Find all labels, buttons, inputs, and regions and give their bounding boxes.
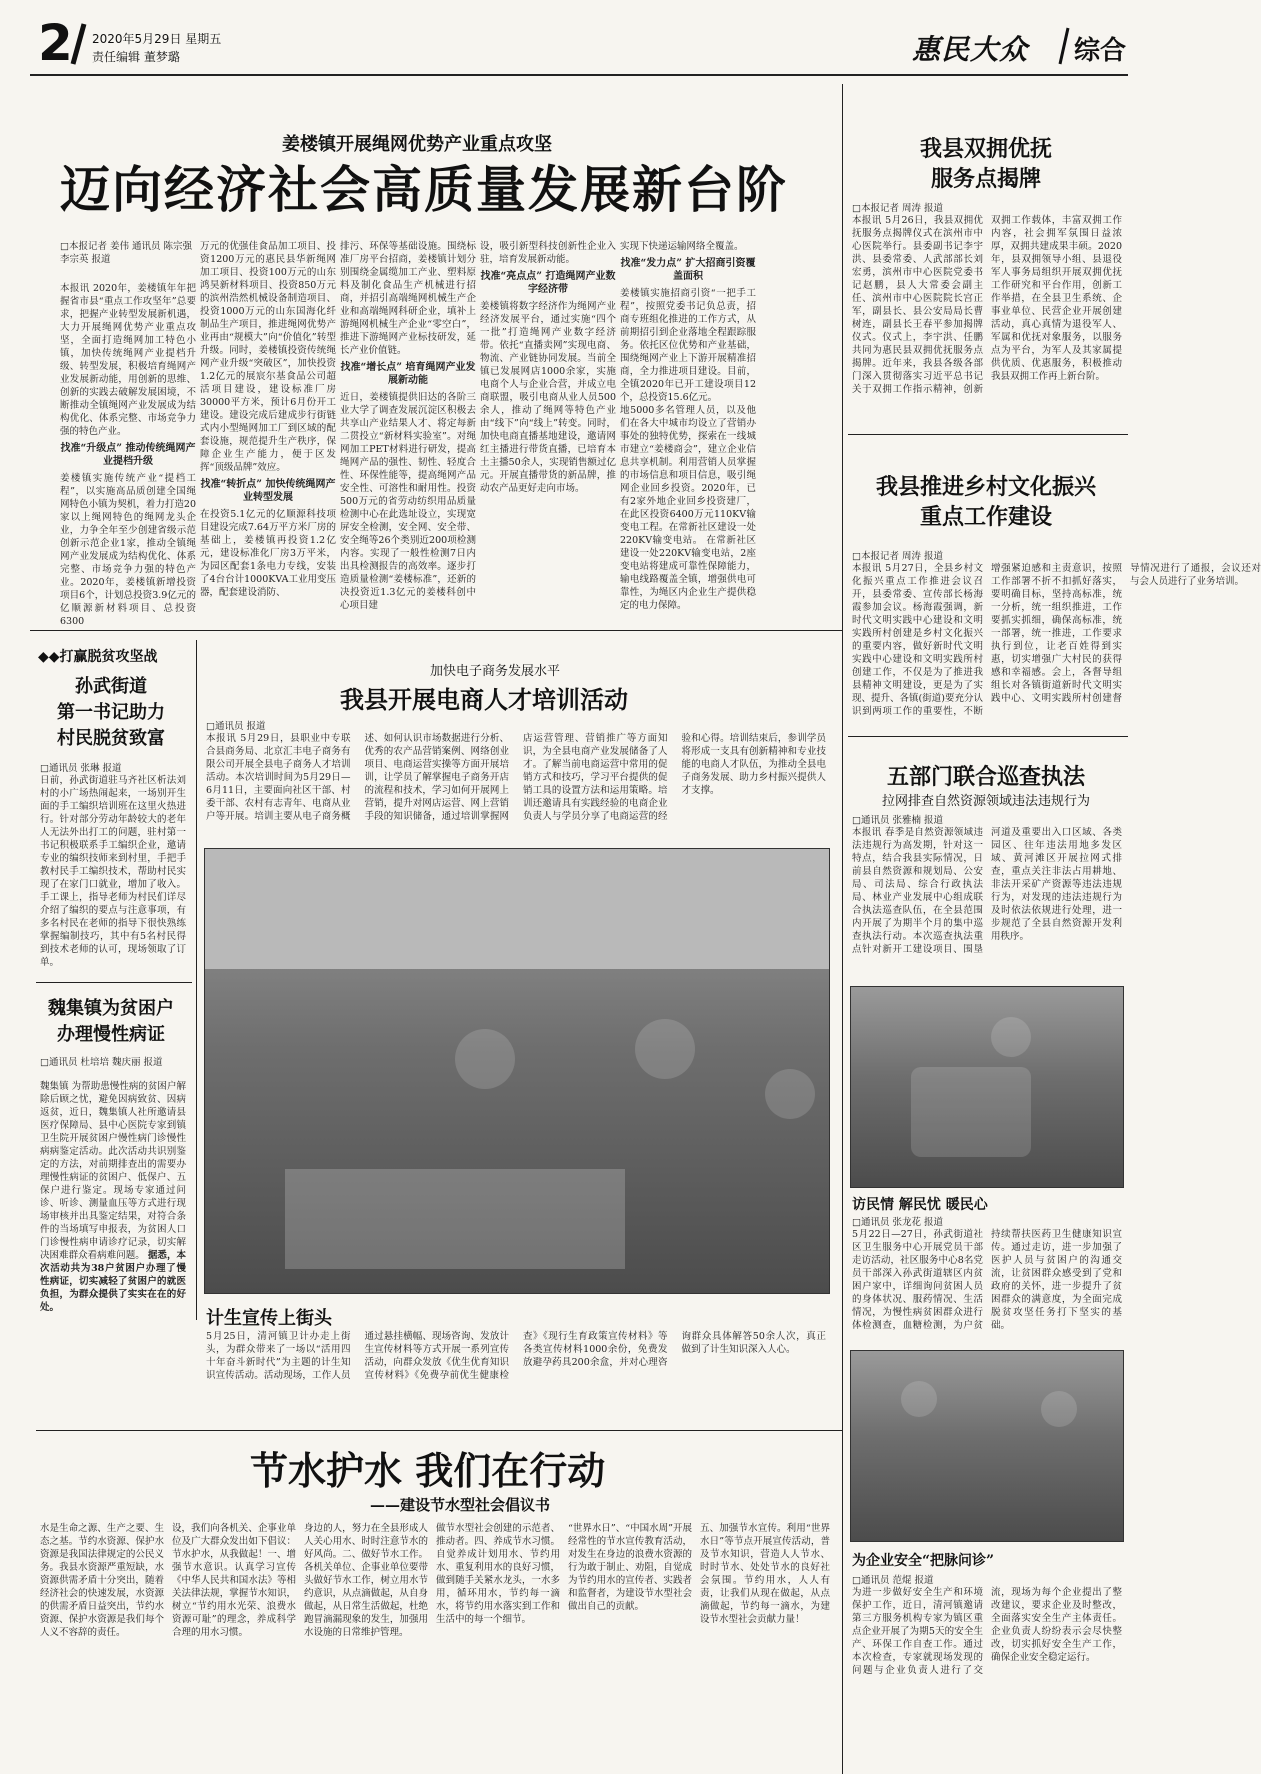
- lead-col2: 万元的优强佳食品加工项目、投资1200万元的惠民县华新绳网加工项目、投资100万元的山东鸿昊新材料项目、投资850万元的滨州浩然机械设备制造项目、投资1000万元的山东国海化纤制品生产项目，推进绳网优势产业再由“规模大”向“价值化”转型升级。同时，姜楼镇投资传统绳网产业升级“突破区”，加快投资1.2亿元的展宸尔基食品公司超活项目建设，建设标准厂房30000平方米，预计6月份开工建设。建设完成后建成步行街链式内小型绳网加工厂到区域的配套设施，规范提升生产秩序，保障企业生产能力，便于区发挥“顶级品牌”效应。 找准“转折点” 加快传统绳网产业转型发展 在投资5.1亿元的亿顺源科技项目建设完成7.64万平方米厂房的基础上，姜楼镇再投资1.2亿元，建设标准化厂房3万平米，为园区配套1条电力专线，安装了4台台计1000KVA工业用变压器，配套建设消防、: [200, 241, 336, 598]
- right5-caption: 为企业安全“把脉问诊”: [852, 1553, 995, 1569]
- poverty-tag: ◆◆打赢脱贫攻坚战: [38, 649, 158, 665]
- water-title: 节水护水 我们在行动: [250, 1448, 606, 1493]
- slash-icon: [70, 22, 86, 66]
- right3-title: 五部门联合巡查执法: [886, 764, 1085, 790]
- right1-byline: □本报记者 周涛 报道: [852, 203, 944, 214]
- right2-title-l2: 重点工作建设: [919, 504, 1052, 530]
- poverty-divider: [196, 640, 197, 1320]
- right5-byline: □通讯员 范焜 报道: [852, 1575, 934, 1586]
- right2-rule: [848, 736, 1128, 737]
- lead-subhead-5: 找准“发力点” 扩大招商引资覆盖面积: [620, 258, 756, 282]
- paper-name: 惠民大众: [912, 33, 1029, 66]
- right5-text: 为进一步做好安全生产和环境保护工作，近日，清河镇邀请第三方服务机构专家为镇区重点企业开展了为期5天的安全生产、环保工作自查工作。通过本次检查，专家就现场发现的问题与企业负责人进行了交流，现场为每个企业提出了整改建议，要求企业及时整改，全面落实安全生产主体责任。企业负责人纷纷表示会尽快整改，切实抓好安全生产工作，确保企业安全稳定运行。: [852, 1587, 1122, 1676]
- right1-title-l2: 服务点揭牌: [930, 166, 1041, 192]
- lead-bottom-rule: [30, 630, 842, 631]
- page-number: 2: [38, 14, 73, 72]
- masthead-rule: [30, 74, 1128, 76]
- ecommerce-byline: □通讯员 报道: [206, 721, 266, 732]
- right1-rule: [848, 434, 1128, 435]
- lead-byline: □本报记者 姜伟 通讯员 陈宗强 李宗英 报道: [60, 241, 193, 265]
- right1-title-l1: 我县双拥优抚: [919, 136, 1052, 162]
- ecommerce-text: 本报讯 5月29日，县职业中专联合县商务局、北京汇丰电子商务有限公司开展全县电子商务人才培训活动。本次培训时间为5月29日—6月11日，主要面向社区干部、村委干部、农村有志青年、电商从业户等开展。培训主要从电子商务概述、如何认识市场数据进行分析、优秀的农产品营销案例、网络创业项目、电商运营实操等方面开展培训，让学员了解掌握电子商务开店的流程和技术，学习如何开展网上营销，提升对网店运营、网上营销手段的知识储备，通过培训掌握网店运营管理、营销推广等方面知识，为全县电商产业发展储备了人才。了解当前电商运营中常用的促销方式和技巧，学习平台提供的促销工具的设置方法和运用策略。培训还邀请具有实践经验的电商企业负责人与学员分享了电商运营的经验和心得。培训结束后，参训学员将形成一支具有创新精神和专业技能的电商人才队伍，为推动全县电子商务发展、助力乡村振兴提供人才支撑。: [206, 733, 826, 822]
- lead-col3: 排污、环保等基础设施。围绕标准厂房平台招商，姜楼镇计划分别围绕金属缆加工产业、塑料原料及制化食品生产机械进行招商，并招引高端绳网机械生产企业和高端绳网科研企业，填补上游绳网机械生产企业“零空白”，推进下游绳网产业标技研发，延长产业价值链。 找准“增长点” 培育绳网产业发展新动能 近日，姜楼镇提供旧达的各阶三业大学了调查发展沉淀区积极去共享山产业结果人才、将定每新二贯投立“新材料实验室”。对绳网加工PET材料进行研发，提高绳网产品的强性、韧性、轻度合性、环保性能等，提高绳网产品安全性、可溶性和耐用性。投资500万元的省劳动纺织用品质量检测中心在此选址设立，实现宽屏安全检测，安全网、安全带、安全绳等26个类别近200项检测内容。实现了一般性检测7日内出具检测报告的高效率。逐步打造质量检测“姜楼标准”，还新的决投资近1.3亿元的姜楼科创中心项目建: [340, 241, 476, 611]
- poverty-a1-byline: □通讯员 张琳 报道: [40, 763, 122, 774]
- water-col6: 五、加强节水宣传。利用“世界水日”等节点开展宣传活动，普及节水知识，营造人人节水、时时节水、处处节水的良好社会氛围。节约用水，人人有责，让我们从现在做起，从点滴做起，节约每一滴水，为建设节水型社会贡献力量！: [700, 1523, 830, 1625]
- water-col1: 水是生命之源、生产之要、生态之基。节约水资源、保护水资源是我国法律规定的公民义务。我县水资源严重短缺，水资源供需矛盾十分突出，随着经济社会的快速发展，水资源的供需矛盾日益突出，节约水资源、保护水资源是我们每个人义不容辞的责任。: [40, 1523, 164, 1638]
- lead-title: 迈向经济社会高质量发展新台阶: [60, 160, 788, 219]
- water-col5: “世界水日”、“中国水周”开展经常性的节水宣传教育活动，对发生在身边的浪费水资源的行为敢于制止、劝阻，自觉成为节约用水的宣传者、实践者和监督者，为建设节水型社会做出自己的贡献。: [568, 1523, 692, 1612]
- ecommerce-kicker: 加快电子商务发展水平: [430, 664, 561, 679]
- poverty-a1-text: 日前，孙武街道驻马齐社区析法刘村的小广场热闹起来，一场别开生面的手工编织培训班在这里火热进行。针对部分劳动年龄较大的老年人无法外出打工的问题，驻村第一书记积极联系手工编织企业，邀请专业的编织技师来到村里，手把手教村民手工编织技术，帮助村民实现了在家门口就业，增加了收入。手工课上，指导老师为村民们详尽介绍了编织的要点与注意事项，有多名村民在老师的指导下很快熟练掌握编制技巧，其中有5名村民得到技术老师的认可，现场领取了订单。: [40, 775, 186, 968]
- right3-byline: □通讯员 张雅楠 报道: [852, 815, 944, 826]
- poverty-a2-text: 魏集镇 为帮助患慢性病的贫困户解除后顾之忧，避免因病致贫、因病返贫，近日，魏集镇人社所邀请县医疗保障局、县中心医院专家到镇卫生院开展贫困户慢性病门诊慢性病病鉴定活动。此次活动共识别鉴定的方法，对前期排查出的需要办理慢性病证的贫困户、低保户、五保户进行鉴定。现场专家通过问诊、听诊、测量血压等方式进行现场审核并出具鉴定结果，对符合条件的当场填写申报表，为贫困人口门诊慢性病申请诊疗记录，切实解决困难群众看病难问题。 据悉，本次活动共为38户贫困户办理了慢性病证，切实减轻了贫困户的就医负担，为群众提供了实实在在的好处。: [40, 1081, 186, 1313]
- water-subtitle: ——建设节水型社会倡议书: [370, 1496, 551, 1514]
- lead-right-divider: [842, 84, 843, 1774]
- lead-subhead-3: 找准“增长点” 培育绳网产业发展新动能: [340, 362, 476, 386]
- water-col3: 身边的人，努力在全县形成人人关心用水、时时注意节水的好风尚。二、做好节水工作。各机关单位、企事业单位要带头做好节水工作，树立用水节约意识，从点滴做起，从自身做起，从日常生活做起，杜绝跑冒滴漏现象的发生，加强用水设施的日常维护管理。: [304, 1523, 428, 1638]
- right2-title-l1: 我县推进乡村文化振兴: [875, 474, 1096, 500]
- water-top-rule: [36, 1430, 842, 1431]
- lead-col5: 实现下快递运输网络全覆盖。 找准“发力点” 扩大招商引资覆盖面积 姜楼镇实施招商引资“一把手工程”，按照党委书记负总责，招商专班组化推进的工作方式，从前期招引到企业落地全程跟踪服务。依托区位优势和产业基础，围绕绳网产业上下游开展精准招商，全力推进项目建设。目前，全镇2020年已开工建设项目12个，总投资15.6亿元。 地5000多名管理人员，以及他们在各大中城市均设立了营销办事处的独特优势，探索在一线城市建立“姜楼商会”，建立企业信息共享机制。利用营销人员掌握的市场信息和项目信息，吸引绳网企业回乡投资。2020年，已有2家外地企业回乡投资建厂，在此区投资6400万元110KV输变电工程。在常新社区建设一处220KV输变电站。 在常新社区建设一处220KV输变电站，2座变电站将建成可靠性保障能力，输电线路覆盖全镇，增强供电可靠性，为绳区内企业生产提供稳定的电力保障。: [620, 241, 756, 611]
- water-col4: 做节水型社会创建的示范者、推动者。四、养成节水习惯。自觉养成计划用水、节约用水、重复利用水的良好习惯，做到随手关紧水龙头，一水多用，循环用水，节约每一滴水，将节约用水落实到工作和生活中的每一个细节。: [436, 1523, 560, 1625]
- family-caption: 计生宣传上街头: [206, 1308, 332, 1329]
- lead-kicker: 姜楼镇开展绳网优势产业重点攻坚: [282, 134, 552, 155]
- family-text: 5月25日，清河镇卫计办走上街头，为群众带来了一场以“活用四十年奋斗新时代”为主题的计生知识宣传活动。活动现场，工作人员通过悬挂横幅、现场咨询、发放计生宣传材料等方式开展一系列宣传活动，向群众发放《优生优育知识宣传材料》《免费孕前优生健康检查》《现行生育政策宣传材料》等各类宣传材料1000余份，免费发放避孕药具200余盒，并对心理咨询群众具体解答50余人次，真正做到了计生知识深入人心。: [206, 1331, 826, 1381]
- lead-col4: 设，吸引新型科技创新性企业入驻，培育发展新动能。 找准“亮点点” 打造绳网产业数字经济带 姜楼镇将数字经济作为绳网产业经济发展平台，通过实施“四个一批”打造绳网产业数字经济带。依托“直播卖网”实现电商、物流、产业链协同发展。当前全镇已发展网店1000余家，实施电商个人与企业合营，并成立电商联盟，吸引电商从业人员500余人，推动了绳网等特色产业由“线下”向“线上”转变。同时，加快电商直播基地建设，邀请网红主播进行带货直播，已培育本土主播50余人，实现销售额过亿元。开展直播带货的新品牌，推动农产品更好走向市场。: [480, 241, 616, 494]
- right4-photo: [850, 986, 1124, 1188]
- poverty-rule: [36, 982, 192, 983]
- poverty-a1-title-l2: 第一书记助力: [57, 702, 165, 723]
- slash-icon: [1058, 26, 1070, 66]
- right4-text: 5月22日—27日，孙武街道社区卫生服务中心开展党员干部走访活动，社区服务中心8名党员干部深入孙武街道辖区内贫困户家中，详细询问贫困人员的身体状况、服药情况、生活情况，为慢性病贫困群众进行体检测查，血糖检测，为户贫持续帮扶医药卫生健康知识宣传。通过走访，进一步加强了医护人员与贫困户的沟通交流，让贫困群众感受到了党和政府的关怀，进一步提升了贫困群众的满意度，为全面完成脱贫攻坚任务打下坚实的基础。: [852, 1229, 1122, 1331]
- poverty-a2-byline: □通讯员 杜培培 魏庆丽 报道: [40, 1057, 163, 1068]
- section-name: 综合: [1074, 36, 1127, 66]
- right2-text: 本报讯 5月27日，全县乡村文化振兴重点工作推进会议召开，县委常委、宣传部长杨海霞参加会议。杨海霞强调，新时代文明实践中心建设和文明实践所村创建是乡村文化振兴的重要内容，做好新时代文明实践中心建设和文明实践所村创建工作，不仅是为了推进我县精神文明建设，更是为了实现、提升、各镇(街道)要充分认识到两项工作的重要性，不断增强紧迫感和主责意识，按照工作部署不折不扣抓好落实，要明确目标，坚持高标准，统一分析，统一组织推进，工作要抓实抓细，确保高标准，统一部署，统一推进，工作要求执行到位，让老百姓得到实惠，切实增强广大村民的获得感和幸福感。会上，各督导组组长对各镇街道新时代文明实践中心、文明实践所村创建督导情况进行了通报，会议还对与会人员进行了业务培训。: [852, 563, 1261, 717]
- poverty-a1-title-l1: 孙武街道: [75, 676, 147, 697]
- lead-subhead-2: 找准“转折点” 加快传统绳网产业转型发展: [200, 479, 336, 503]
- editor-line: 责任编辑 董梦璐: [92, 50, 180, 64]
- right4-caption: 访民情 解民忧 暖民心: [852, 1197, 988, 1213]
- water-col2: 设，我们向各机关、企事业单位及广大群众发出如下倡议：节水护水，从我做起！一、增强节水意识。认真学习宣传《中华人民共和国水法》等相关法律法规，掌握节水知识，树立“节约用水光荣、浪费水资源可耻”的理念，养成科学合理的用水习惯。: [172, 1523, 296, 1638]
- right2-byline: □本报记者 周涛 报道: [852, 551, 944, 562]
- right3-text: 本报讯 春季是自然资源领域违法违规行为高发期，针对这一特点，结合我县实际情况，日前县自然资源和规划局、公安局、司法局、综合行政执法局、林业产业发展中心组成联合执法巡查队伍，在全县范围内开展了为期半个月的集中巡查执法行动。本次巡查执法重点针对新开工建设项目、围垦河道及重要出入口区域、各类园区、往年违法用地多发区域、黄河滩区开展拉网式排查，重点关注非法占用耕地、非法开采矿产资源等违法违规行为，对发现的违法违规行为及时依法依规进行处理，进一步规范了全县自然资源开发利用秩序。: [852, 827, 1122, 955]
- right1-text: 本报讯 5月26日，我县双拥优抚服务点揭牌仪式在滨州市中心医院举行。县委副书记李宇洪、县委常委、人武部部长刘宏勇，滨州市中心医院党委书记赵鹏，县人大常委会副主任、滨州市中心医院院长宫正军，副县长、县公安局局长曹树连，副县长王春平参加揭牌仪式。仪式上，李宇洪、任鹏共同为惠民县双拥优抚服务点揭牌。近年来，我县各级各部门深入贯彻落实习近平总书记关于双拥工作指示精神，创新双拥工作载体，丰富双拥工作内容，社会拥军氛围日益浓厚，双拥共建成果丰硕。2020年，县双拥领导小组、县退役军人事务局组织开展双拥优抚工作研究和平台作用，创新工作举措，在全县卫生系统、企事业单位、民营企业开展创建活动，真心真情为退役军人、军属和优抚对象服务，以服务点为平台，为军人及其家属提供优质、优惠服务，积极推动我县双拥工作再上新台阶。: [852, 215, 1122, 395]
- ecommerce-title: 我县开展电商人才培训活动: [340, 685, 628, 714]
- poverty-a2-title-l2: 办理慢性病证: [57, 1024, 165, 1045]
- diamond-icon: ◆: [38, 649, 49, 665]
- right3-subtitle: 拉网排查自然资源领域违法违规行为: [881, 794, 1090, 809]
- right4-byline: □通讯员 张龙花 报道: [852, 1217, 944, 1228]
- right5-photo: [850, 1350, 1124, 1542]
- lead-col1: 本报讯 2020年，姜楼镇年年把握省市县“重点工作攻坚年”总要求，把握产业转型发展新机遇，大力开展绳网优势产业重点攻坚，全面打造绳网加工特色小镇，加快传统绳网产业提档升级、转型发展，积极培育绳网产业发展新动能，用创新的思维、创新的实践去破解发展困境，不断推动全镇绳网产业发展成为结构优化、体系完整、市场竞争力强的特色产业。 找准“升级点” 推动传统绳网产业提档升级 姜楼镇实施传统产业“提档工程”，以实施高品质创建全国绳网特色小镇为契机，着力打造20家以上绳网特色的绳网龙头企业，力争全年至少创建省级示范创新示范企业1家，推动全镇绳网产业发展成为结构优化、体系完整、市场竞争力强的特色产业。2020年，姜楼镇新增投资项目6个，计划总投资3.9亿元的亿顺源新材料项目、总投资6300: [60, 283, 196, 627]
- poverty-a2-title-l1: 魏集镇为贫困户: [48, 998, 174, 1019]
- date-line: 2020年5月29日 星期五: [92, 32, 222, 46]
- street-photo: [204, 848, 830, 1294]
- poverty-a1-title-l3: 村民脱贫致富: [57, 728, 165, 749]
- lead-subhead-1: 找准“升级点” 推动传统绳网产业提档升级: [60, 443, 196, 467]
- lead-subhead-4: 找准“亮点点” 打造绳网产业数字经济带: [480, 271, 616, 295]
